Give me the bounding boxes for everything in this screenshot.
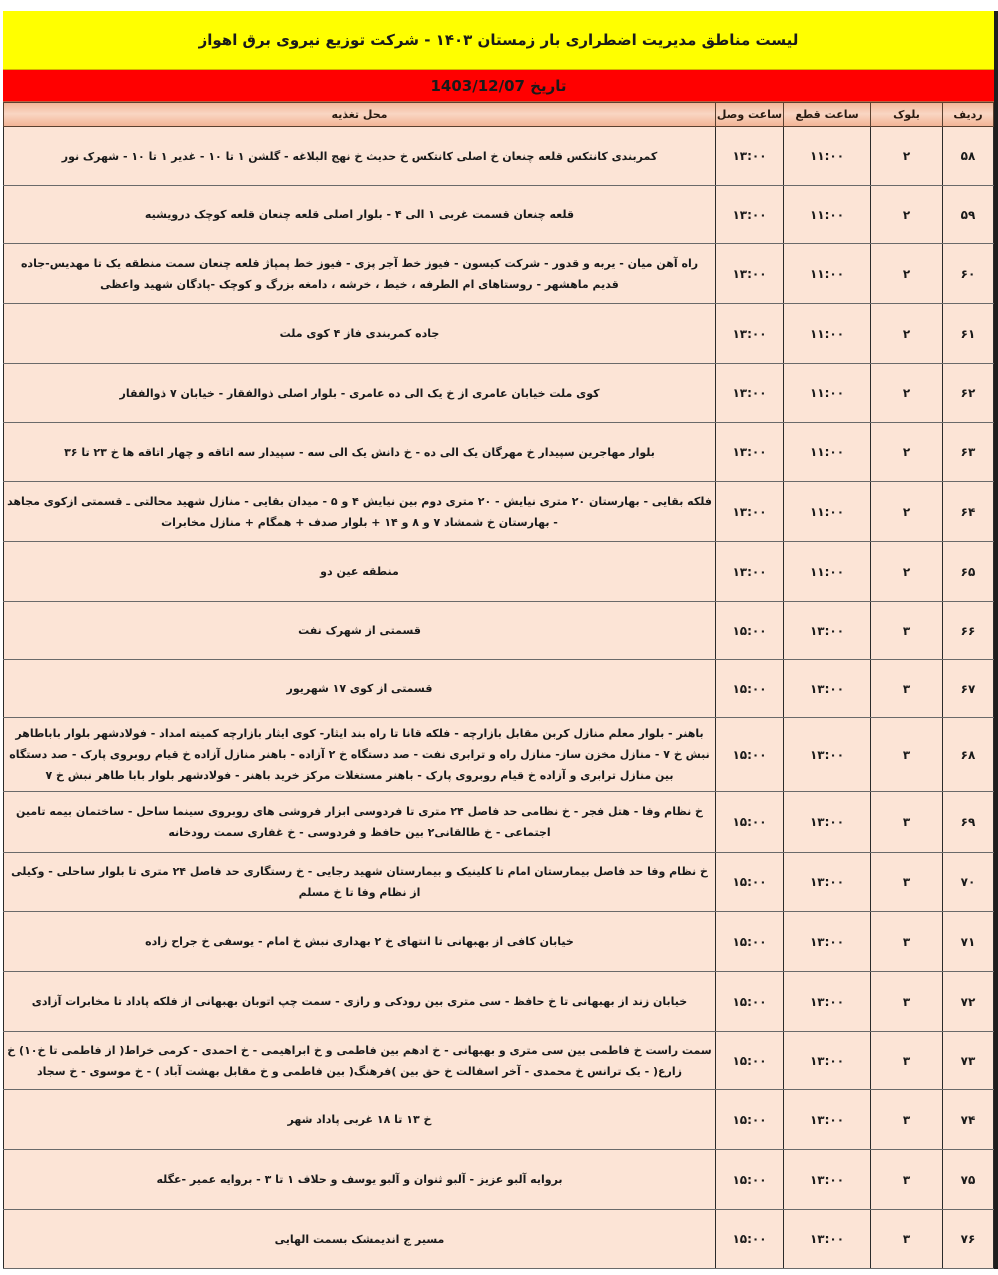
- row-cut-time-cell: ۱۳:۰۰: [784, 1090, 871, 1150]
- row-location-cell: خیابان کافی از بهبهانی تا انتهای خ ۲ بهداری نبش خ امام - یوسفی خ جراح زاده: [4, 912, 716, 972]
- row-connect-time-cell: ۱۵:۰۰: [716, 853, 784, 912]
- row-block-cell: ۳: [871, 1210, 943, 1269]
- row-index-cell: ۶۶: [943, 602, 994, 660]
- row-index-cell: ۶۹: [943, 792, 994, 853]
- row-block-cell: ۳: [871, 1032, 943, 1090]
- row-connect-time-cell: ۱۳:۰۰: [716, 304, 784, 364]
- row-connect-time-cell: ۱۳:۰۰: [716, 244, 784, 304]
- table-header-row: [4, 103, 994, 127]
- row-block-cell: ۲: [871, 127, 943, 186]
- row-block-cell: ۲: [871, 186, 943, 244]
- table-row: [4, 364, 994, 423]
- row-cut-time-cell: ۱۱:۰۰: [784, 482, 871, 542]
- table-row: [4, 423, 994, 482]
- row-index-cell: ۷۲: [943, 972, 994, 1032]
- table-row: [4, 602, 994, 660]
- row-block-cell: ۲: [871, 244, 943, 304]
- table-row: [4, 1090, 994, 1150]
- row-cut-time-cell: ۱۱:۰۰: [784, 244, 871, 304]
- row-connect-time-cell: ۱۵:۰۰: [716, 1210, 784, 1269]
- row-location-cell: خ نظام وفا - هتل فجر - خ نظامی حد فاصل ۲۴ متری تا فردوسی ابزار فروشی های روبروی سینما ساحل - ساختمان بیمه تامین اجتماعی - خ طالقانی۲ بین حافظ و فردوسی - خ غفاری سمت رودخانه: [4, 792, 716, 853]
- row-location-cell: قسمتی از کوی ۱۷ شهریور: [4, 660, 716, 718]
- row-index-cell: ۷۵: [943, 1150, 994, 1210]
- outage-schedule-sheet: [3, 11, 998, 1269]
- row-location-cell: سمت راست خ فاطمی بین سی متری و بهبهانی - خ ادهم بین فاطمی و خ ابراهیمی - خ احمدی - کرمی خراط( از فاطمی تا خ۱۰) خ زارع( - یک ترانس خ محمدی - آخر اسفالت خ حق بین )فرهنگ( بین فاطمی و خ مقابل بهشت آباد ) - خ موسوی - خ سجاد: [4, 1032, 716, 1090]
- row-location-cell: جاده کمربندی فاز ۴ کوی ملت: [4, 304, 716, 364]
- table-row: [4, 127, 994, 186]
- table-row: [4, 972, 994, 1032]
- row-connect-time-cell: ۱۵:۰۰: [716, 718, 784, 792]
- row-block-cell: ۲: [871, 364, 943, 423]
- row-location-cell: کمربندی کانتکس قلعه چنعان خ اصلی کانتکس خ حدیث خ نهج البلاغه - گلشن ۱ تا ۱۰ - غدیر ۱ تا ۱۰ - شهرک نور: [4, 127, 716, 186]
- row-connect-time-cell: ۱۵:۰۰: [716, 602, 784, 660]
- row-cut-time-cell: ۱۱:۰۰: [784, 304, 871, 364]
- row-location-cell: باهنر - بلوار معلم منازل کربن مقابل بازارچه - فلکه قانا تا راه بند ایثار- کوی ایثار بازارچه کمیته امداد - فولادشهر بلوار باباطاهر نبش خ ۷ - منازل مخزن ساز- منازل راه و ترابری نفت - صد دستگاه خ ۲ آزاده - باهنر منازل آزاده خ قیام روبروی پارک - صد دستگاه بین منازل ترابری و آزاده خ قیام روبروی پارک - باهنر مستغلات مرکز خرید باهنر - فولادشهر بلوار بابا طاهر نبش خ ۷: [4, 718, 716, 792]
- document-title: لیست مناطق مدیریت اضطراری بار زمستان ۱۴۰۳ - شرکت توزیع نیروی برق اهواز: [198, 31, 799, 49]
- row-connect-time-cell: ۱۳:۰۰: [716, 482, 784, 542]
- table-row: [4, 1032, 994, 1090]
- outage-table: [3, 102, 994, 1269]
- row-index-cell: ۶۳: [943, 423, 994, 482]
- row-block-cell: ۲: [871, 482, 943, 542]
- row-connect-time-cell: ۱۵:۰۰: [716, 660, 784, 718]
- row-connect-time-cell: ۱۵:۰۰: [716, 1150, 784, 1210]
- row-cut-time-cell: ۱۳:۰۰: [784, 912, 871, 972]
- row-index-cell: ۷۱: [943, 912, 994, 972]
- row-index-cell: ۷۰: [943, 853, 994, 912]
- row-cut-time-cell: ۱۳:۰۰: [784, 718, 871, 792]
- table-row: [4, 1210, 994, 1269]
- row-index-cell: ۵۹: [943, 186, 994, 244]
- row-index-cell: ۵۸: [943, 127, 994, 186]
- table-row: [4, 1150, 994, 1210]
- row-location-cell: خ نظام وفا حد فاصل بیمارستان امام تا کلینیک و بیمارستان شهید رجایی - خ رستگاری حد فاصل ۲۴ متری تا بلوار ساحلی - وکیلی از نظام وفا تا خ مسلم: [4, 853, 716, 912]
- row-connect-time-cell: ۱۳:۰۰: [716, 423, 784, 482]
- row-index-cell: ۷۴: [943, 1090, 994, 1150]
- row-block-cell: ۳: [871, 792, 943, 853]
- row-block-cell: ۳: [871, 853, 943, 912]
- row-connect-time-cell: ۱۵:۰۰: [716, 972, 784, 1032]
- date-banner: [3, 70, 994, 102]
- row-location-cell: قلعه چنعان قسمت غربی ۱ الی ۴ - بلوار اصلی قلعه چنعان قلعه کوچک درویشیه: [4, 186, 716, 244]
- row-connect-time-cell: ۱۳:۰۰: [716, 542, 784, 602]
- row-location-cell: بلوار مهاجرین سپیدار خ مهرگان یک الی ده - خ دانش یک الی سه - سپیدار سه اتاقه و چهار اتاقه ها خ ۲۳ تا ۳۶: [4, 423, 716, 482]
- row-location-cell: خ ۱۳ تا ۱۸ غربی پاداد شهر: [4, 1090, 716, 1150]
- row-connect-time-cell: ۱۵:۰۰: [716, 792, 784, 853]
- row-connect-time-cell: ۱۵:۰۰: [716, 1032, 784, 1090]
- row-index-cell: ۷۳: [943, 1032, 994, 1090]
- table-row: [4, 304, 994, 364]
- row-location-cell: کوی ملت خیابان عامری از خ یک الی ده عامری - بلوار اصلی ذوالفقار - خیابان ۷ ذوالفقار: [4, 364, 716, 423]
- table-row: [4, 660, 994, 718]
- row-location-cell: فلکه بقایی - بهارستان ۲۰ متری نیایش - ۲۰ متری دوم بین نیایش ۴ و ۵ - میدان بقایی - منازل شهید محالتی ـ قسمتی ازکوی مجاهد - بهارستان خ شمشاد ۷ و ۸ و ۱۴ + بلوار صدف + همگام + منازل مخابرات: [4, 482, 716, 542]
- row-cut-time-cell: ۱۱:۰۰: [784, 542, 871, 602]
- row-index-cell: ۶۷: [943, 660, 994, 718]
- row-cut-time-cell: ۱۱:۰۰: [784, 127, 871, 186]
- row-cut-time-cell: ۱۳:۰۰: [784, 792, 871, 853]
- header-block: بلوک: [871, 103, 943, 127]
- schedule-date: تاریخ 1403/12/07: [430, 76, 567, 95]
- header-index: ردیف: [943, 103, 994, 127]
- row-cut-time-cell: ۱۱:۰۰: [784, 186, 871, 244]
- header-connect-time: ساعت وصل: [716, 103, 784, 127]
- row-connect-time-cell: ۱۳:۰۰: [716, 127, 784, 186]
- row-index-cell: ۶۲: [943, 364, 994, 423]
- row-cut-time-cell: ۱۳:۰۰: [784, 602, 871, 660]
- row-connect-time-cell: ۱۵:۰۰: [716, 912, 784, 972]
- row-location-cell: خیابان زند از بهبهانی تا خ حافظ - سی متری بین رودکی و رازی - سمت چپ اتوبان بهبهانی از فلکه پاداد تا مخابرات آزادی: [4, 972, 716, 1032]
- row-cut-time-cell: ۱۳:۰۰: [784, 1032, 871, 1090]
- table-row: [4, 244, 994, 304]
- row-location-cell: مسیر ج اندیمشک بسمت الهایی: [4, 1210, 716, 1269]
- table-row: [4, 912, 994, 972]
- row-block-cell: ۳: [871, 660, 943, 718]
- row-connect-time-cell: ۱۳:۰۰: [716, 186, 784, 244]
- row-cut-time-cell: ۱۳:۰۰: [784, 853, 871, 912]
- row-block-cell: ۳: [871, 972, 943, 1032]
- title-banner: [3, 11, 994, 70]
- row-index-cell: ۷۶: [943, 1210, 994, 1269]
- row-cut-time-cell: ۱۱:۰۰: [784, 423, 871, 482]
- row-cut-time-cell: ۱۱:۰۰: [784, 364, 871, 423]
- table-body: [4, 127, 994, 1269]
- row-connect-time-cell: ۱۳:۰۰: [716, 364, 784, 423]
- row-cut-time-cell: ۱۳:۰۰: [784, 660, 871, 718]
- table-row: [4, 482, 994, 542]
- row-block-cell: ۳: [871, 912, 943, 972]
- header-location: محل تغذیه: [4, 103, 716, 127]
- row-block-cell: ۳: [871, 1090, 943, 1150]
- header-cut-time: ساعت قطع: [784, 103, 871, 127]
- row-location-cell: راه آهن میان - یربه و قدور - شرکت کیسون - فیوز خط آجر پزی - فیوز خط پمپاژ قلعه چنعان سمت منطقه یک تا مهدیس-جاده قدیم ماهشهر - روستاهای ام الطرفه ، خیط ، خرشه ، دامغه بزرگ و کوچک -پادگان شهید واعظی: [4, 244, 716, 304]
- table-row: [4, 792, 994, 853]
- row-index-cell: ۶۵: [943, 542, 994, 602]
- row-block-cell: ۲: [871, 423, 943, 482]
- row-cut-time-cell: ۱۳:۰۰: [784, 1150, 871, 1210]
- row-location-cell: قسمتی از شهرک نفت: [4, 602, 716, 660]
- row-block-cell: ۲: [871, 304, 943, 364]
- row-index-cell: ۶۴: [943, 482, 994, 542]
- row-location-cell: منطقه عین دو: [4, 542, 716, 602]
- table-row: [4, 718, 994, 792]
- table-row: [4, 542, 994, 602]
- row-block-cell: ۲: [871, 542, 943, 602]
- row-cut-time-cell: ۱۳:۰۰: [784, 972, 871, 1032]
- row-location-cell: بروایه آلبو عزیز - آلبو ثنوان و آلبو یوسف و حلاف ۱ تا ۳ - بروایه عمیر -عگله: [4, 1150, 716, 1210]
- row-index-cell: ۶۰: [943, 244, 994, 304]
- table-row: [4, 853, 994, 912]
- row-block-cell: ۳: [871, 718, 943, 792]
- row-block-cell: ۳: [871, 602, 943, 660]
- row-index-cell: ۶۱: [943, 304, 994, 364]
- row-index-cell: ۶۸: [943, 718, 994, 792]
- row-connect-time-cell: ۱۵:۰۰: [716, 1090, 784, 1150]
- row-cut-time-cell: ۱۳:۰۰: [784, 1210, 871, 1269]
- table-row: [4, 186, 994, 244]
- row-block-cell: ۳: [871, 1150, 943, 1210]
